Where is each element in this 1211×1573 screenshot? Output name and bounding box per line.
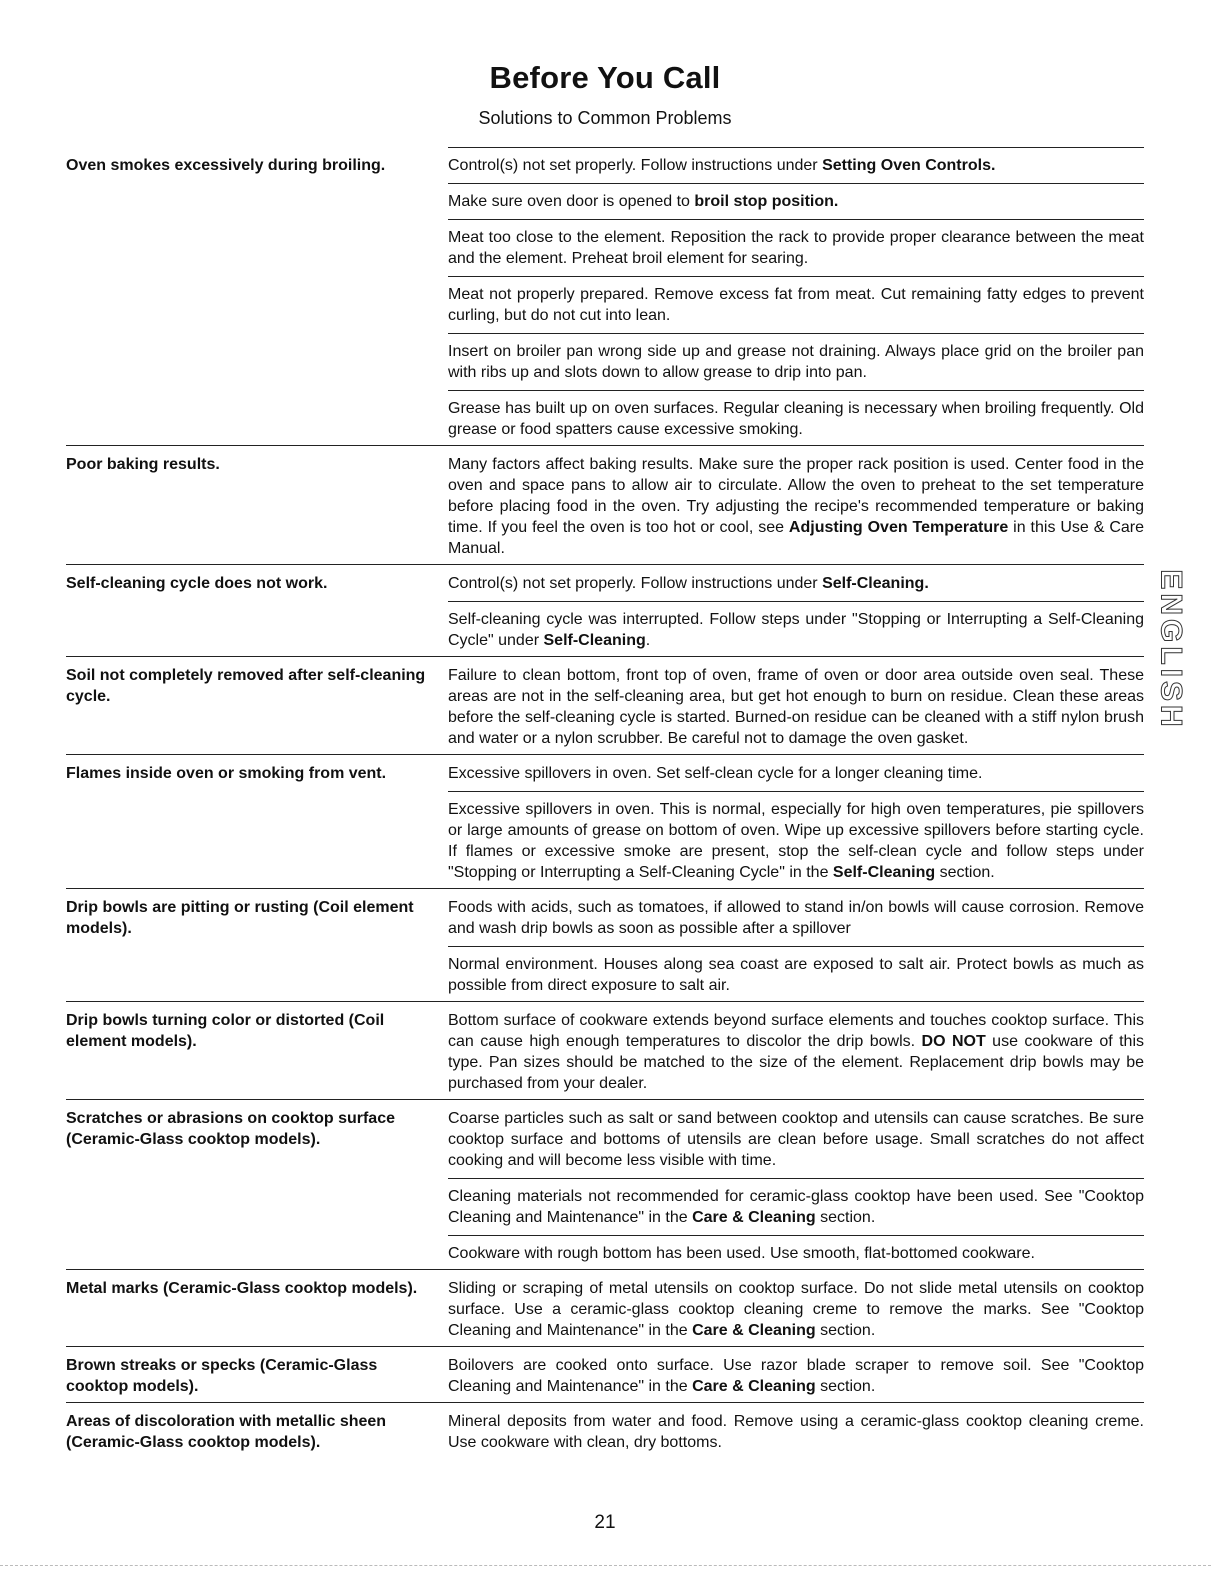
solution-text: in this Use & Care Manual.: [448, 519, 1144, 557]
solutions-cell: [448, 1010, 1144, 1098]
solution-text: Normal environment. Houses along sea coast are exposed to salt air. Protect bowls as much as possible from direct exposure to salt air.: [448, 956, 1144, 994]
solutions-cell: [448, 665, 1144, 753]
solution-item: [448, 191, 1144, 220]
solution-item: [448, 1243, 1144, 1268]
solution-emphasis: Self-Cleaning: [832, 864, 936, 881]
solutions-cell: [448, 1411, 1144, 1457]
solution-text: Meat not properly prepared. Remove excess fat from meat. Cut remaining fatty edges to prevent curling, but do not cut into lean.: [448, 286, 1144, 324]
problem-cell: Flames inside oven or smoking from vent.: [66, 765, 387, 782]
solution-emphasis: Self-Cleaning.: [822, 575, 929, 592]
solution-emphasis: Setting Oven Controls.: [822, 157, 996, 174]
solution-item: [448, 609, 1144, 655]
solutions-cell: [448, 1355, 1144, 1401]
solution-text: section.: [815, 1322, 876, 1339]
problem-cell: Soil not completely removed after self-cleaning cycle.: [66, 667, 426, 705]
problem-cell: Poor baking results.: [66, 456, 220, 473]
solution-text: section.: [935, 864, 995, 881]
solution-emphasis: Self-Cleaning: [543, 632, 646, 649]
table-row: [66, 147, 1144, 445]
solutions-cell: [448, 454, 1144, 563]
table-row: [66, 656, 1144, 754]
solutions-cell: [448, 155, 1144, 444]
solution-item: [448, 1278, 1144, 1345]
solution-emphasis: Care & Cleaning: [692, 1322, 816, 1339]
problem-cell: Metal marks (Ceramic-Glass cooktop models).: [66, 1280, 418, 1297]
language-side-tab: [1147, 560, 1195, 740]
solution-emphasis: DO NOT: [921, 1033, 986, 1050]
solution-text: Failure to clean bottom, front top of oven, frame of oven or door area outside oven seal. These areas are not in the self-cleaning area, but get hot enough to burn on residue. Clean these areas before the self-cleaning cycle is started. Burned-on residue can be cleaned with a stiff nylon brush and water or a nylon scrubber. Be careful not to damage the oven gasket.: [448, 667, 1144, 747]
solution-item: [448, 799, 1144, 887]
solution-text: Control(s) not set properly. Follow instructions under: [448, 157, 823, 174]
problem-cell: Scratches or abrasions on cooktop surface (Ceramic-Glass cooktop models).: [66, 1110, 395, 1148]
table-row: [66, 888, 1144, 1001]
problem-cell: Areas of discoloration with metallic sheen (Ceramic-Glass cooktop models).: [66, 1413, 387, 1451]
solution-item: [448, 1355, 1144, 1401]
page-subtitle: Solutions to Common Problems: [478, 108, 732, 128]
solution-item: [448, 1411, 1144, 1457]
solution-text: Many factors affect baking results. Make sure the proper rack position is used. Center food in the oven and space pans to allow air to circulate. Allow the oven to preheat to the set temperature before placing food in the oven. Try adjusting the recipe's recommended temperature or baking time. If you feel the oven is too hot or cool, see: [448, 456, 1144, 536]
solution-text: Meat too close to the element. Reposition the rack to provide proper clearance between the meat and the element. Preheat broil element for searing.: [448, 229, 1144, 267]
solution-emphasis: Care & Cleaning: [692, 1209, 816, 1226]
solution-item: [448, 227, 1144, 277]
solutions-cell: [448, 897, 1144, 1000]
problem-cell: Self-cleaning cycle does not work.: [66, 575, 328, 592]
solution-item: [448, 897, 1144, 947]
solution-text: Excessive spillovers in oven. This is normal, especially for high oven temperatures, pie spillovers or large amounts of grease on bottom of oven. Wipe up excessive spillovers before starting cycle. If flames or excessive smoke are present, stop the self-clean cycle and follow steps under "Stopping or Interrupting a Self-Cleaning Cycle" in the: [448, 801, 1144, 881]
solution-item: [448, 573, 1144, 602]
solution-text: .: [645, 632, 651, 649]
solutions-cell: [448, 1108, 1144, 1268]
table-row: [66, 1346, 1144, 1402]
problem-cell: Brown streaks or specks (Ceramic-Glass cooktop models).: [66, 1357, 378, 1395]
problem-cell: Oven smokes excessively during broiling.: [66, 157, 386, 174]
solution-text: Mineral deposits from water and food. Remove using a ceramic-glass cooktop cleaning creme. Use cookware with clean, dry bottoms.: [448, 1413, 1144, 1451]
troubleshooting-table: [66, 147, 1144, 1458]
solution-emphasis: Adjusting Oven Temperature: [788, 519, 1009, 536]
solutions-cell: [448, 763, 1144, 887]
solution-item: [448, 763, 1144, 792]
solution-emphasis: Care & Cleaning: [692, 1378, 816, 1395]
solution-text: Grease has built up on oven surfaces. Regular cleaning is necessary when broiling frequently. Old grease or food spatters cause excessive smoking.: [448, 400, 1144, 438]
solution-text: section.: [815, 1209, 876, 1226]
table-row: [66, 564, 1144, 656]
solution-item: [448, 398, 1144, 444]
solution-text: Self-cleaning cycle was interrupted. Follow steps under "Stopping or Interrupting a Self-Cleaning Cycle" under: [448, 611, 1144, 649]
solution-text: Make sure oven door is opened to: [448, 193, 695, 210]
scan-edge-divider: [0, 1565, 1211, 1566]
solution-item: [448, 454, 1144, 563]
page-title: Before You Call: [489, 60, 721, 95]
solution-text: Boilovers are cooked onto surface. Use razor blade scraper to remove soil. See "Cooktop Cleaning and Maintenance" in the: [448, 1357, 1144, 1395]
solution-text: Excessive spillovers in oven. Set self-clean cycle for a longer cleaning time.: [448, 765, 983, 782]
solution-item: [448, 155, 1144, 184]
table-row: [66, 445, 1144, 564]
solution-text: use cookware of this type. Pan sizes should be matched to the size of the element. Replacement drip bowls may be purchased from your dealer.: [448, 1033, 1145, 1092]
solution-emphasis: broil stop position.: [694, 193, 839, 210]
table-row: [66, 1099, 1144, 1269]
solution-item: [448, 665, 1144, 753]
solutions-cell: [448, 573, 1144, 655]
table-row: [66, 1402, 1144, 1458]
solution-item: [448, 1108, 1144, 1179]
solution-text: Control(s) not set properly. Follow instructions under: [448, 575, 823, 592]
solution-item: [448, 284, 1144, 334]
solution-item: [448, 954, 1144, 1000]
solution-text: Cookware with rough bottom has been used. Use smooth, flat-bottomed cookware.: [448, 1245, 1035, 1262]
solution-text: section.: [815, 1378, 876, 1395]
problem-cell: Drip bowls turning color or distorted (Coil element models).: [66, 1012, 385, 1050]
table-row: [66, 754, 1144, 888]
problem-cell: Drip bowls are pitting or rusting (Coil element models).: [66, 899, 414, 937]
solution-item: [448, 1010, 1144, 1098]
language-side-tab-label: ENGLISH: [1155, 569, 1189, 731]
solution-text: Coarse particles such as salt or sand between cooktop and utensils can cause scratches. Be sure cooktop surface and bottoms of utensils are clean before usage. Small scratches do not affect cooking and will become less visible with time.: [448, 1110, 1144, 1169]
table-row: [66, 1001, 1144, 1099]
solution-item: [448, 1186, 1144, 1236]
page-number: 21: [594, 1512, 616, 1533]
solution-text: Bottom surface of cookware extends beyond surface elements and touches cooktop surface. This can cause high enough temperatures to discolor the drip bowls.: [448, 1012, 1144, 1050]
table-row: [66, 1269, 1144, 1346]
solution-text: Insert on broiler pan wrong side up and grease not draining. Always place grid on the broiler pan with ribs up and slots down to allow grease to drip into pan.: [448, 343, 1144, 381]
solution-text: Sliding or scraping of metal utensils on cooktop surface. Do not slide metal utensils on cooktop surface. Use a ceramic-glass cooktop cleaning creme to remove the marks. See "Cooktop Cleaning and Maintenance" in the: [448, 1280, 1144, 1339]
solutions-cell: [448, 1278, 1144, 1345]
solution-text: Cleaning materials not recommended for ceramic-glass cooktop have been used. See "Cooktop Cleaning and Maintenance" in the: [448, 1188, 1144, 1226]
solution-text: Foods with acids, such as tomatoes, if allowed to stand in/on bowls will cause corrosion. Remove and wash drip bowls as soon as possible after a spillover: [448, 899, 1144, 937]
solution-item: [448, 341, 1144, 391]
